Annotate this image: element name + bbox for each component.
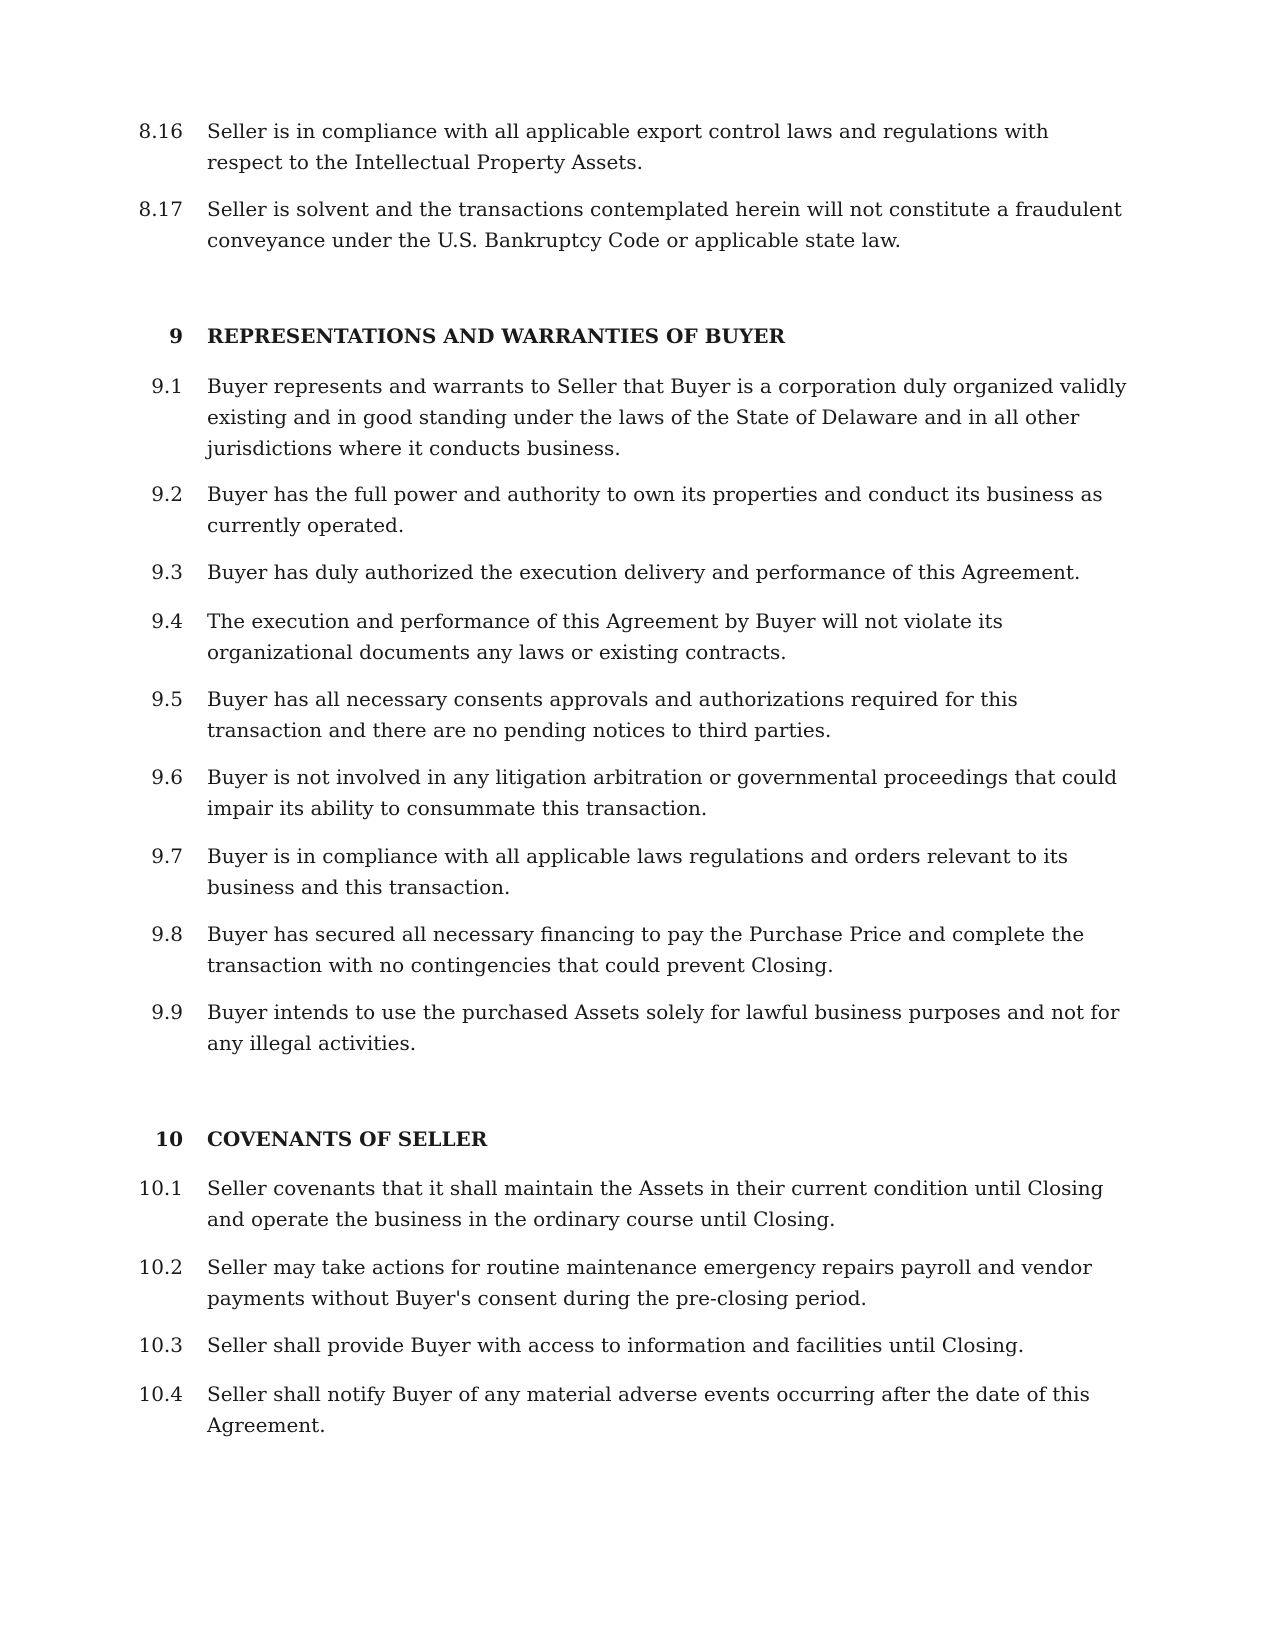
section-number: 10 <box>155 1127 183 1151</box>
section-title: COVENANTS OF SELLER <box>207 1127 488 1151</box>
clause-number: 9.7 <box>151 844 183 868</box>
clause-number: 8.17 <box>138 197 183 221</box>
clause-number: 9.8 <box>151 922 183 946</box>
clause-number: 9.1 <box>151 374 183 398</box>
clause-number: 10.4 <box>138 1382 183 1406</box>
clause-text: Seller shall notify Buyer of any material adverse events occurring after the date of this Agreement. <box>207 1382 1090 1437</box>
clause-text: Seller may take actions for routine maintenance emergency repairs payroll and vendor payments without Buyer's consent during the pre-closing period. <box>207 1255 1092 1310</box>
clause-number: 10.2 <box>138 1255 183 1279</box>
clause-text: The execution and performance of this Agreement by Buyer will not violate its organizational documents any laws or existing contracts. <box>207 609 1003 664</box>
clause-number: 10.3 <box>138 1333 183 1357</box>
clause-text: Buyer has duly authorized the execution delivery and performance of this Agreement. <box>207 560 1081 584</box>
clause-text: Buyer has all necessary consents approvals and authorizations required for this transaction and there are no pending notices to third parties. <box>207 687 1018 742</box>
clause-text: Seller is solvent and the transactions contemplated herein will not constitute a fraudulent conveyance under the U.S. Bankruptcy Code or applicable state law. <box>207 197 1122 252</box>
clause-number: 8.16 <box>138 119 183 143</box>
clause-text: Buyer is not involved in any litigation arbitration or governmental proceedings that could impair its ability to consummate this transaction. <box>207 765 1118 820</box>
clause-text: Buyer has the full power and authority to own its properties and conduct its business as currently operated. <box>207 482 1103 537</box>
clause-text: Seller is in compliance with all applicable export control laws and regulations with respect to the Intellectual Property Assets. <box>207 119 1049 174</box>
clause-text: Buyer intends to use the purchased Assets solely for lawful business purposes and not for any illegal activities. <box>207 1000 1120 1055</box>
clause-number: 9.3 <box>151 560 183 584</box>
clause-text: Buyer represents and warrants to Seller that Buyer is a corporation duly organized validly existing and in good standing under the laws of the State of Delaware and in all other jurisdictions where it conducts business. <box>207 374 1127 460</box>
clause-number: 9.5 <box>151 687 183 711</box>
clause-text: Seller covenants that it shall maintain the Assets in their current condition until Closing and operate the business in the ordinary course until Closing. <box>207 1176 1104 1231</box>
clause-number: 9.4 <box>151 609 183 633</box>
section-title: REPRESENTATIONS AND WARRANTIES OF BUYER <box>207 324 786 348</box>
clause-number: 9.2 <box>151 482 183 506</box>
clause-number: 9.6 <box>151 765 183 789</box>
clause-text: Seller shall provide Buyer with access to information and facilities until Closing. <box>207 1333 1025 1357</box>
clause-number: 10.1 <box>138 1176 183 1200</box>
clause-number: 9.9 <box>151 1000 183 1024</box>
clause-text: Buyer has secured all necessary financing to pay the Purchase Price and complete the transaction with no contingencies that could prevent Closing. <box>207 922 1085 977</box>
section-number: 9 <box>169 324 183 348</box>
clause-text: Buyer is in compliance with all applicable laws regulations and orders relevant to its business and this transaction. <box>207 844 1069 899</box>
